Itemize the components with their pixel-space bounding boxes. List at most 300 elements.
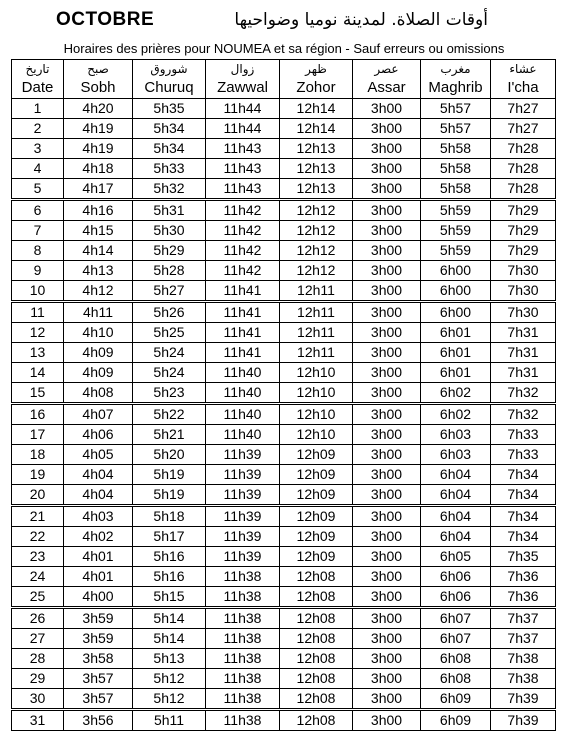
cell-maghrib: 6h00 xyxy=(421,281,491,302)
cell-date: 14 xyxy=(12,363,64,383)
column-header-zohor: Zohor xyxy=(280,78,353,99)
cell-date: 21 xyxy=(12,506,64,527)
cell-assar: 3h00 xyxy=(353,343,421,363)
cell-icha: 7h31 xyxy=(491,363,556,383)
cell-assar: 3h00 xyxy=(353,689,421,710)
cell-date: 16 xyxy=(12,404,64,425)
cell-maghrib: 5h59 xyxy=(421,241,491,261)
cell-zohor: 12h09 xyxy=(280,465,353,485)
table-row xyxy=(12,649,556,669)
cell-maghrib: 6h08 xyxy=(421,649,491,669)
cell-maghrib: 6h04 xyxy=(421,465,491,485)
cell-icha: 7h32 xyxy=(491,383,556,404)
cell-maghrib: 6h01 xyxy=(421,343,491,363)
cell-zohor: 12h09 xyxy=(280,445,353,465)
cell-zawwal: 11h39 xyxy=(206,485,280,506)
cell-zawwal: 11h38 xyxy=(206,629,280,649)
cell-churuq: 5h31 xyxy=(133,200,206,221)
table-row xyxy=(12,241,556,261)
table-row xyxy=(12,567,556,587)
cell-maghrib: 6h00 xyxy=(421,261,491,281)
cell-zawwal: 11h41 xyxy=(206,281,280,302)
cell-churuq: 5h18 xyxy=(133,506,206,527)
cell-zohor: 12h14 xyxy=(280,119,353,139)
cell-date: 9 xyxy=(12,261,64,281)
cell-date: 30 xyxy=(12,689,64,710)
cell-zawwal: 11h38 xyxy=(206,587,280,608)
cell-churuq: 5h16 xyxy=(133,547,206,567)
cell-icha: 7h35 xyxy=(491,547,556,567)
cell-churuq: 5h23 xyxy=(133,383,206,404)
cell-maghrib: 6h02 xyxy=(421,404,491,425)
cell-sobh: 4h01 xyxy=(64,567,133,587)
column-header-ar-churuq: شوروق xyxy=(133,60,206,79)
cell-date: 7 xyxy=(12,221,64,241)
cell-maghrib: 5h59 xyxy=(421,200,491,221)
cell-zawwal: 11h38 xyxy=(206,710,280,731)
cell-sobh: 4h19 xyxy=(64,119,133,139)
cell-maghrib: 6h05 xyxy=(421,547,491,567)
cell-zawwal: 11h38 xyxy=(206,669,280,689)
cell-zohor: 12h09 xyxy=(280,547,353,567)
cell-icha: 7h29 xyxy=(491,221,556,241)
cell-date: 29 xyxy=(12,669,64,689)
cell-churuq: 5h24 xyxy=(133,363,206,383)
table-row xyxy=(12,547,556,567)
cell-zohor: 12h11 xyxy=(280,323,353,343)
cell-maghrib: 6h09 xyxy=(421,689,491,710)
cell-zawwal: 11h38 xyxy=(206,567,280,587)
cell-assar: 3h00 xyxy=(353,587,421,608)
cell-maghrib: 6h04 xyxy=(421,506,491,527)
cell-sobh: 4h15 xyxy=(64,221,133,241)
cell-zawwal: 11h43 xyxy=(206,139,280,159)
cell-maghrib: 5h58 xyxy=(421,159,491,179)
cell-churuq: 5h29 xyxy=(133,241,206,261)
cell-sobh: 3h57 xyxy=(64,669,133,689)
column-header-churuq: Churuq xyxy=(133,78,206,99)
cell-assar: 3h00 xyxy=(353,506,421,527)
column-header-sobh: Sobh xyxy=(64,78,133,99)
cell-zohor: 12h08 xyxy=(280,710,353,731)
cell-zohor: 12h08 xyxy=(280,689,353,710)
cell-date: 23 xyxy=(12,547,64,567)
cell-maghrib: 6h03 xyxy=(421,425,491,445)
cell-icha: 7h28 xyxy=(491,159,556,179)
cell-sobh: 4h07 xyxy=(64,404,133,425)
cell-sobh: 4h16 xyxy=(64,200,133,221)
cell-zohor: 12h13 xyxy=(280,179,353,200)
cell-churuq: 5h19 xyxy=(133,465,206,485)
cell-zohor: 12h10 xyxy=(280,404,353,425)
cell-churuq: 5h21 xyxy=(133,425,206,445)
cell-icha: 7h31 xyxy=(491,343,556,363)
cell-zawwal: 11h42 xyxy=(206,221,280,241)
table-row xyxy=(12,302,556,323)
cell-sobh: 4h03 xyxy=(64,506,133,527)
cell-sobh: 4h20 xyxy=(64,99,133,119)
cell-icha: 7h27 xyxy=(491,99,556,119)
cell-zohor: 12h08 xyxy=(280,649,353,669)
cell-churuq: 5h34 xyxy=(133,139,206,159)
cell-date: 20 xyxy=(12,485,64,506)
cell-zawwal: 11h40 xyxy=(206,383,280,404)
cell-assar: 3h00 xyxy=(353,710,421,731)
cell-maghrib: 6h08 xyxy=(421,669,491,689)
cell-churuq: 5h14 xyxy=(133,608,206,629)
cell-churuq: 5h14 xyxy=(133,629,206,649)
cell-sobh: 4h09 xyxy=(64,343,133,363)
cell-date: 25 xyxy=(12,587,64,608)
cell-date: 5 xyxy=(12,179,64,200)
cell-assar: 3h00 xyxy=(353,323,421,343)
table-row xyxy=(12,445,556,465)
cell-icha: 7h38 xyxy=(491,649,556,669)
prayer-times-table xyxy=(11,59,556,731)
cell-zawwal: 11h38 xyxy=(206,649,280,669)
cell-maghrib: 6h03 xyxy=(421,445,491,465)
cell-zawwal: 11h40 xyxy=(206,363,280,383)
cell-churuq: 5h11 xyxy=(133,710,206,731)
cell-zohor: 12h08 xyxy=(280,567,353,587)
table-row xyxy=(12,221,556,241)
column-header-ar-sobh: صبح xyxy=(64,60,133,79)
cell-zohor: 12h12 xyxy=(280,241,353,261)
header-row-french xyxy=(12,78,556,99)
cell-churuq: 5h17 xyxy=(133,527,206,547)
cell-zawwal: 11h44 xyxy=(206,119,280,139)
cell-icha: 7h39 xyxy=(491,710,556,731)
cell-assar: 3h00 xyxy=(353,608,421,629)
cell-icha: 7h30 xyxy=(491,261,556,281)
cell-sobh: 4h04 xyxy=(64,485,133,506)
cell-assar: 3h00 xyxy=(353,527,421,547)
cell-date: 11 xyxy=(12,302,64,323)
table-row xyxy=(12,506,556,527)
cell-zohor: 12h13 xyxy=(280,159,353,179)
cell-assar: 3h00 xyxy=(353,221,421,241)
cell-icha: 7h28 xyxy=(491,179,556,200)
cell-zohor: 12h08 xyxy=(280,629,353,649)
cell-sobh: 4h14 xyxy=(64,241,133,261)
cell-sobh: 4h02 xyxy=(64,527,133,547)
cell-zohor: 12h11 xyxy=(280,302,353,323)
column-header-icha: I'cha xyxy=(491,78,556,99)
column-header-ar-maghrib: مغرب xyxy=(421,60,491,79)
cell-icha: 7h31 xyxy=(491,323,556,343)
table-row xyxy=(12,485,556,506)
cell-maghrib: 6h07 xyxy=(421,608,491,629)
cell-maghrib: 5h57 xyxy=(421,99,491,119)
cell-churuq: 5h19 xyxy=(133,485,206,506)
table-row xyxy=(12,363,556,383)
cell-churuq: 5h22 xyxy=(133,404,206,425)
table-row xyxy=(12,383,556,404)
cell-zawwal: 11h39 xyxy=(206,445,280,465)
cell-icha: 7h30 xyxy=(491,281,556,302)
table-row xyxy=(12,710,556,731)
cell-churuq: 5h26 xyxy=(133,302,206,323)
cell-date: 8 xyxy=(12,241,64,261)
table-row xyxy=(12,527,556,547)
cell-date: 4 xyxy=(12,159,64,179)
cell-icha: 7h34 xyxy=(491,465,556,485)
cell-assar: 3h00 xyxy=(353,363,421,383)
table-row xyxy=(12,119,556,139)
cell-assar: 3h00 xyxy=(353,649,421,669)
cell-assar: 3h00 xyxy=(353,383,421,404)
cell-date: 27 xyxy=(12,629,64,649)
cell-zawwal: 11h38 xyxy=(206,608,280,629)
cell-maghrib: 6h04 xyxy=(421,527,491,547)
cell-sobh: 4h09 xyxy=(64,363,133,383)
cell-zawwal: 11h38 xyxy=(206,689,280,710)
header-row-arabic xyxy=(12,60,556,79)
cell-zawwal: 11h41 xyxy=(206,323,280,343)
cell-sobh: 3h59 xyxy=(64,629,133,649)
column-header-date: Date xyxy=(12,78,64,99)
cell-assar: 3h00 xyxy=(353,629,421,649)
cell-zohor: 12h10 xyxy=(280,383,353,404)
cell-zohor: 12h08 xyxy=(280,587,353,608)
cell-date: 15 xyxy=(12,383,64,404)
cell-icha: 7h34 xyxy=(491,485,556,506)
cell-zohor: 12h09 xyxy=(280,527,353,547)
cell-maghrib: 6h00 xyxy=(421,302,491,323)
cell-sobh: 4h17 xyxy=(64,179,133,200)
cell-zawwal: 11h39 xyxy=(206,547,280,567)
cell-zawwal: 11h39 xyxy=(206,465,280,485)
cell-assar: 3h00 xyxy=(353,179,421,200)
cell-assar: 3h00 xyxy=(353,465,421,485)
cell-maghrib: 6h06 xyxy=(421,587,491,608)
cell-icha: 7h27 xyxy=(491,119,556,139)
cell-date: 31 xyxy=(12,710,64,731)
cell-churuq: 5h12 xyxy=(133,689,206,710)
cell-churuq: 5h34 xyxy=(133,119,206,139)
cell-date: 19 xyxy=(12,465,64,485)
cell-zohor: 12h14 xyxy=(280,99,353,119)
cell-churuq: 5h28 xyxy=(133,261,206,281)
cell-sobh: 3h59 xyxy=(64,608,133,629)
cell-date: 13 xyxy=(12,343,64,363)
cell-icha: 7h37 xyxy=(491,608,556,629)
cell-maghrib: 6h02 xyxy=(421,383,491,404)
cell-zohor: 12h11 xyxy=(280,281,353,302)
cell-assar: 3h00 xyxy=(353,261,421,281)
cell-churuq: 5h27 xyxy=(133,281,206,302)
cell-zawwal: 11h43 xyxy=(206,159,280,179)
cell-maghrib: 6h01 xyxy=(421,323,491,343)
cell-assar: 3h00 xyxy=(353,99,421,119)
cell-zawwal: 11h41 xyxy=(206,343,280,363)
cell-assar: 3h00 xyxy=(353,404,421,425)
cell-date: 28 xyxy=(12,649,64,669)
cell-icha: 7h29 xyxy=(491,241,556,261)
column-header-ar-zohor: ظهر xyxy=(280,60,353,79)
table-row xyxy=(12,689,556,710)
arabic-title: أوقات الصلاة. لمدينة نوميا وضواحيها xyxy=(234,10,488,30)
cell-assar: 3h00 xyxy=(353,200,421,221)
cell-zawwal: 11h39 xyxy=(206,527,280,547)
table-row xyxy=(12,179,556,200)
table-row xyxy=(12,159,556,179)
cell-assar: 3h00 xyxy=(353,485,421,506)
column-header-ar-icha: عشاء xyxy=(491,60,556,79)
table-row xyxy=(12,200,556,221)
cell-churuq: 5h35 xyxy=(133,99,206,119)
cell-zohor: 12h08 xyxy=(280,608,353,629)
table-row xyxy=(12,425,556,445)
cell-sobh: 4h10 xyxy=(64,323,133,343)
cell-zawwal: 11h42 xyxy=(206,261,280,281)
cell-sobh: 4h08 xyxy=(64,383,133,404)
cell-assar: 3h00 xyxy=(353,241,421,261)
cell-sobh: 4h01 xyxy=(64,547,133,567)
cell-zohor: 12h12 xyxy=(280,221,353,241)
cell-sobh: 4h12 xyxy=(64,281,133,302)
cell-churuq: 5h32 xyxy=(133,179,206,200)
cell-maghrib: 6h09 xyxy=(421,710,491,731)
cell-zawwal: 11h43 xyxy=(206,179,280,200)
cell-assar: 3h00 xyxy=(353,567,421,587)
cell-assar: 3h00 xyxy=(353,425,421,445)
cell-assar: 3h00 xyxy=(353,445,421,465)
cell-zohor: 12h11 xyxy=(280,343,353,363)
cell-assar: 3h00 xyxy=(353,547,421,567)
cell-icha: 7h29 xyxy=(491,200,556,221)
cell-date: 10 xyxy=(12,281,64,302)
table-row xyxy=(12,669,556,689)
column-header-zawwal: Zawwal xyxy=(206,78,280,99)
cell-zohor: 12h13 xyxy=(280,139,353,159)
cell-date: 18 xyxy=(12,445,64,465)
cell-churuq: 5h16 xyxy=(133,567,206,587)
cell-date: 3 xyxy=(12,139,64,159)
cell-icha: 7h33 xyxy=(491,445,556,465)
table-row xyxy=(12,465,556,485)
column-header-ar-zawwal: زوال xyxy=(206,60,280,79)
cell-icha: 7h32 xyxy=(491,404,556,425)
cell-maghrib: 6h06 xyxy=(421,567,491,587)
cell-zohor: 12h09 xyxy=(280,485,353,506)
cell-icha: 7h34 xyxy=(491,527,556,547)
cell-zawwal: 11h40 xyxy=(206,404,280,425)
cell-sobh: 4h05 xyxy=(64,445,133,465)
cell-maghrib: 6h04 xyxy=(421,485,491,506)
table-row xyxy=(12,139,556,159)
cell-maghrib: 5h58 xyxy=(421,139,491,159)
cell-sobh: 4h19 xyxy=(64,139,133,159)
cell-icha: 7h33 xyxy=(491,425,556,445)
cell-date: 26 xyxy=(12,608,64,629)
cell-sobh: 4h04 xyxy=(64,465,133,485)
cell-churuq: 5h12 xyxy=(133,669,206,689)
cell-icha: 7h28 xyxy=(491,139,556,159)
column-header-maghrib: Maghrib xyxy=(421,78,491,99)
cell-icha: 7h36 xyxy=(491,567,556,587)
cell-sobh: 3h58 xyxy=(64,649,133,669)
cell-churuq: 5h33 xyxy=(133,159,206,179)
table-row xyxy=(12,281,556,302)
cell-zohor: 12h10 xyxy=(280,425,353,445)
cell-sobh: 4h18 xyxy=(64,159,133,179)
cell-date: 24 xyxy=(12,567,64,587)
cell-churuq: 5h25 xyxy=(133,323,206,343)
cell-zawwal: 11h44 xyxy=(206,99,280,119)
table-row xyxy=(12,99,556,119)
table-row xyxy=(12,404,556,425)
cell-date: 6 xyxy=(12,200,64,221)
cell-assar: 3h00 xyxy=(353,139,421,159)
cell-icha: 7h38 xyxy=(491,669,556,689)
cell-churuq: 5h13 xyxy=(133,649,206,669)
table-row xyxy=(12,323,556,343)
cell-icha: 7h39 xyxy=(491,689,556,710)
cell-zohor: 12h10 xyxy=(280,363,353,383)
cell-maghrib: 5h58 xyxy=(421,179,491,200)
cell-zawwal: 11h42 xyxy=(206,200,280,221)
cell-maghrib: 6h01 xyxy=(421,363,491,383)
cell-maghrib: 5h59 xyxy=(421,221,491,241)
column-header-ar-date: تاريخ xyxy=(12,60,64,79)
cell-assar: 3h00 xyxy=(353,159,421,179)
cell-icha: 7h37 xyxy=(491,629,556,649)
cell-sobh: 4h06 xyxy=(64,425,133,445)
column-header-assar: Assar xyxy=(353,78,421,99)
cell-assar: 3h00 xyxy=(353,302,421,323)
cell-date: 12 xyxy=(12,323,64,343)
table-row xyxy=(12,629,556,649)
cell-zohor: 12h09 xyxy=(280,506,353,527)
table-row xyxy=(12,343,556,363)
cell-sobh: 3h57 xyxy=(64,689,133,710)
cell-icha: 7h30 xyxy=(491,302,556,323)
cell-date: 22 xyxy=(12,527,64,547)
cell-sobh: 4h00 xyxy=(64,587,133,608)
cell-icha: 7h36 xyxy=(491,587,556,608)
table-row xyxy=(12,261,556,281)
cell-zawwal: 11h42 xyxy=(206,241,280,261)
cell-assar: 3h00 xyxy=(353,281,421,302)
table-row xyxy=(12,587,556,608)
cell-date: 17 xyxy=(12,425,64,445)
cell-icha: 7h34 xyxy=(491,506,556,527)
cell-assar: 3h00 xyxy=(353,119,421,139)
cell-churuq: 5h24 xyxy=(133,343,206,363)
cell-assar: 3h00 xyxy=(353,669,421,689)
cell-sobh: 4h11 xyxy=(64,302,133,323)
cell-zawwal: 11h39 xyxy=(206,506,280,527)
table-row xyxy=(12,608,556,629)
column-header-ar-assar: عصر xyxy=(353,60,421,79)
cell-zohor: 12h08 xyxy=(280,669,353,689)
page-title: OCTOBRE xyxy=(56,9,155,30)
page-subtitle: Horaires des prières pour NOUMEA et sa région - Sauf erreurs ou omissions xyxy=(63,41,505,56)
cell-date: 2 xyxy=(12,119,64,139)
cell-maghrib: 5h57 xyxy=(421,119,491,139)
cell-churuq: 5h15 xyxy=(133,587,206,608)
cell-zawwal: 11h41 xyxy=(206,302,280,323)
cell-churuq: 5h30 xyxy=(133,221,206,241)
cell-zawwal: 11h40 xyxy=(206,425,280,445)
cell-zohor: 12h12 xyxy=(280,200,353,221)
cell-date: 1 xyxy=(12,99,64,119)
cell-sobh: 3h56 xyxy=(64,710,133,731)
cell-sobh: 4h13 xyxy=(64,261,133,281)
cell-zohor: 12h12 xyxy=(280,261,353,281)
cell-maghrib: 6h07 xyxy=(421,629,491,649)
